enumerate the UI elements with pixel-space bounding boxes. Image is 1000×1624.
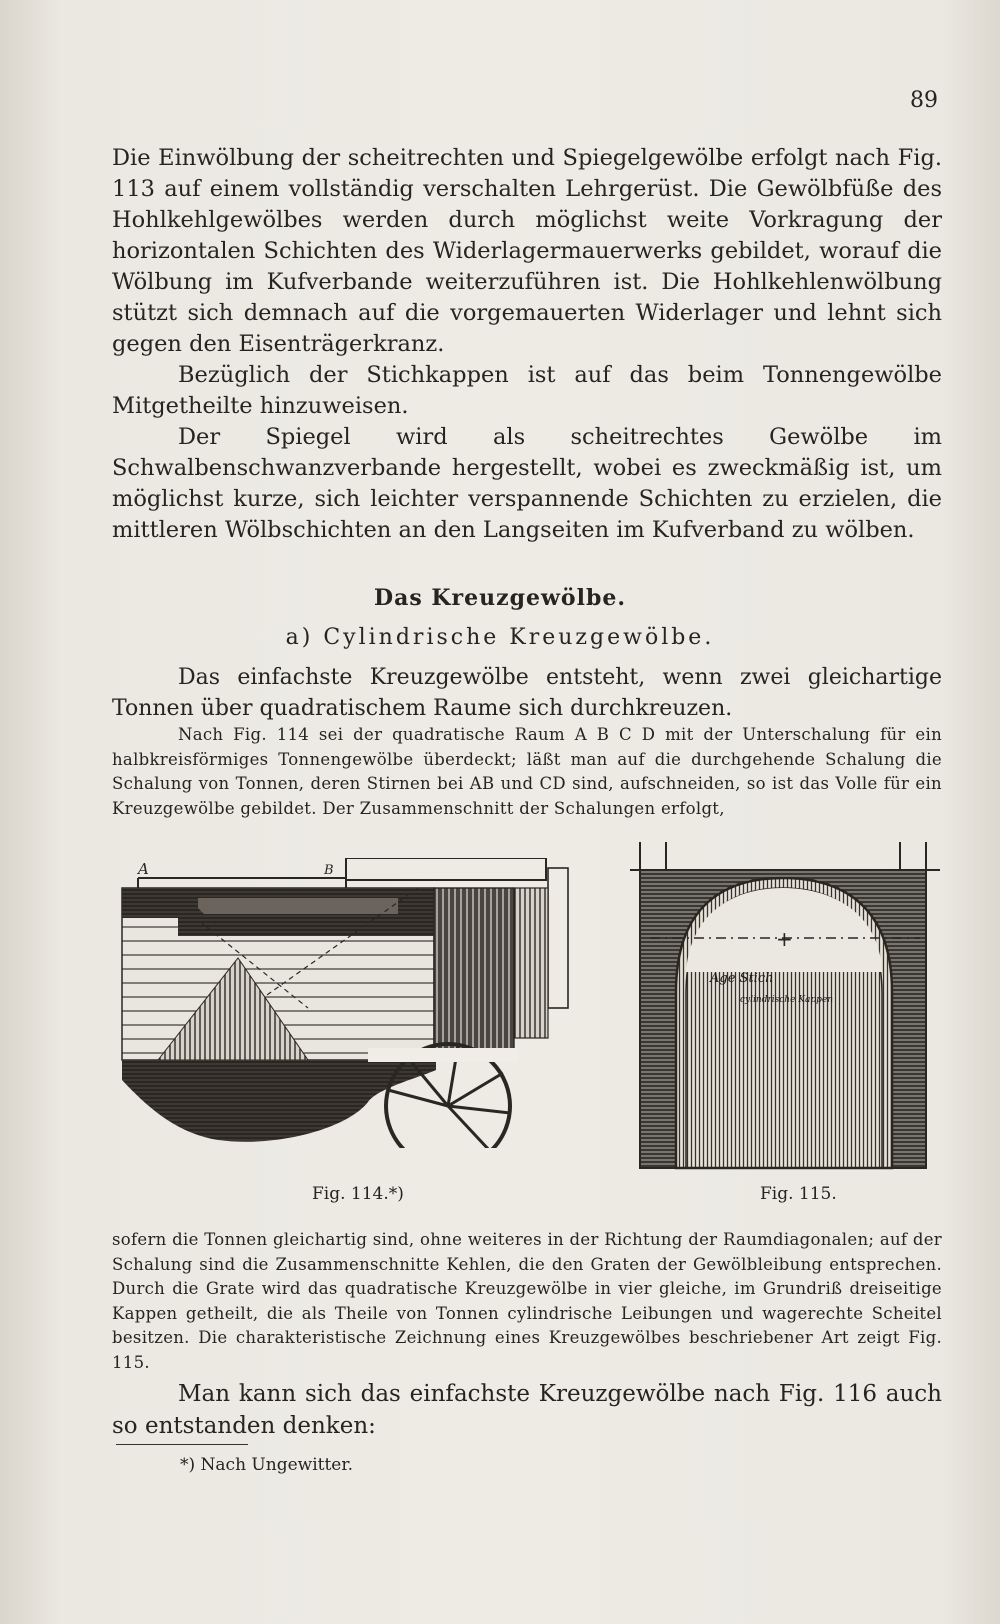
paragraph-intro: Das einfachste Kreuzgewölbe entsteht, wenn zwei gleichartige Tonnen über quadratischem Raume sich durchkreuzen. [112, 665, 942, 721]
paragraph-stichkappen: Bezüglich der Stichkappen ist auf das beim Tonnengewölbe Mitgetheilte hinzuweisen. [112, 362, 942, 419]
top-paragraphs [112, 143, 942, 546]
page-number: 89 [910, 88, 938, 113]
paragraph-fig114: Nach Fig. 114 sei der quadratische Raum A B C D mit der Unterschalung für ein halbkreisförmiges Tonnengewölbe überdeckt; läßt man auf die durchgehende Schalung die Schalung von Tonnen, deren Stirnen bei AB und CD sind, aufschneiden, so ist das Volle für ein Kreuzgewölbe gebildet. Der Zusammenschnitt der Schalungen erfolgt, [112, 725, 942, 818]
figure-115-note-line2: cylindrische Kappen [740, 995, 833, 1005]
intro-paragraph-block [112, 662, 942, 724]
figure-114-caption: Fig. 114.*) [312, 1184, 404, 1204]
figure-115-illustration [630, 842, 940, 1174]
figure-114-label-b: B [324, 863, 334, 878]
paragraph-einwoelbung: Die Einwölbung der scheitrechten und Spiegelgewölbe erfolgt nach Fig. 113 auf einem vollständig verschalten Lehrgerüst. Die Gewölbfüße des Hohlkehlgewölbes werden durch möglichst weite Vorkragung der horizontalen Schichten des Widerlagermauerwerks gebildet, worauf die Wölbung im Kufverbande weiterzuführen ist. Die Hohlkehlenwölbung stützt sich demnach auf die vorgemauerten Widerlager und lehnt sich gegen den Eisenträgerkranz. [112, 145, 942, 357]
last-paragraph-block [112, 1378, 942, 1442]
paragraph-tonnen: sofern die Tonnen gleichartig sind, ohne weiteres in der Richtung der Raumdiagonalen; auf der Schalung sind die Zusammenschnitte Kehlen, die den Graten der Gewölbleibung entsprechen. Durch die Grate wird das quadratische Kreuzgewölbe in vier gleiche, im Grundriß dreiseitige Kappen getheilt, die als Theile von Tonnen cylindrische Leibungen und wagerechte Scheitel besitzen. Die charakteristische Zeichnung eines Kreuzgewölbes beschriebener Art zeigt Fig. 115. [112, 1230, 942, 1372]
figure-114-label-a: A [138, 860, 149, 878]
paragraph-fig116: Man kann sich das einfachste Kreuzgewölbe nach Fig. 116 auch so entstanden denken: [112, 1381, 942, 1439]
section-heading: Das Kreuzgewölbe. [374, 585, 626, 611]
small-paragraph-block-2 [112, 1228, 942, 1375]
figure-115-caption: Fig. 115. [760, 1184, 837, 1204]
figure-114-illustration [118, 858, 570, 1148]
small-paragraph-block-1 [112, 723, 942, 821]
footnote-rule [116, 1444, 248, 1445]
figure-115-note-line1: Age Stich [710, 971, 774, 986]
svg-text:+: + [776, 927, 793, 951]
paragraph-spiegel: Der Spiegel wird als scheitrechtes Gewölbe im Schwalbenschwanzverbande hergestellt, wobei es zweckmäßig ist, um möglichst kurze, sich leichter verspannende Schichten zu erzielen, die mittleren Wölbschichten an den Langseiten im Kufverband zu wölben. [112, 424, 942, 543]
subsection-heading: a) Cylindrische Kreuzgewölbe. [285, 625, 715, 650]
footnote: *) Nach Ungewitter. [180, 1455, 354, 1475]
